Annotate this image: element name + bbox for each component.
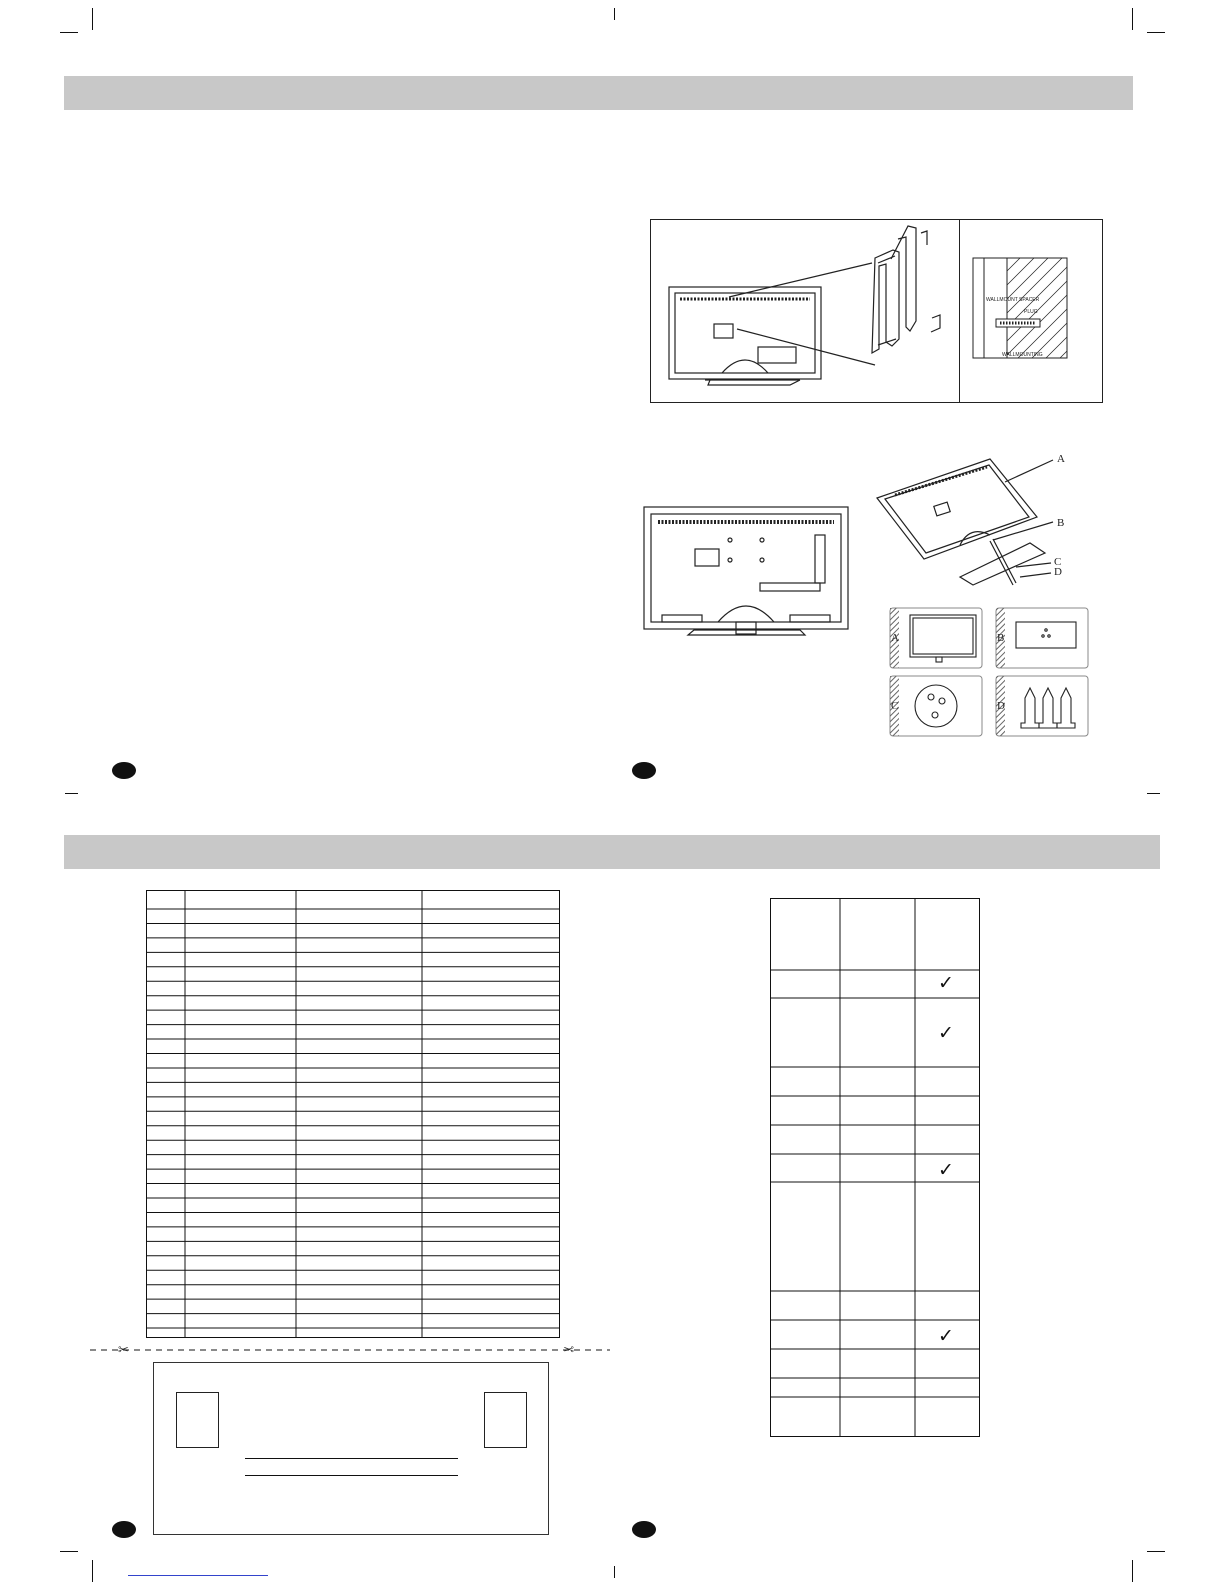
tv-back-with-stand-drawing [640,505,850,645]
cut-line [90,1340,610,1360]
callout-b: B [1057,517,1065,529]
tile-label-a: A [891,632,899,644]
scissors-icon-right: ✂ [563,1343,574,1358]
stand-exploded-view-drawing [865,455,1095,603]
section-header-bar-bottom [64,835,1160,869]
tv-back-wall-mount-drawing [650,219,1103,403]
check-mark: ✓ [938,1159,954,1181]
tile-label-b: B [997,632,1005,644]
stamp-box-left [176,1392,219,1448]
check-mark: ✓ [938,972,954,994]
tile-label-d: D [997,700,1005,712]
page-marker-top-right [632,762,656,779]
tile-label-c: C [891,700,899,712]
service-record-table [146,890,560,1338]
detail-label-plug: PLUG [1024,309,1038,315]
page-marker-bottom-right [632,1521,656,1538]
callout-a: A [1057,453,1065,465]
callout-c: C [1054,556,1062,568]
footer-link-underline [128,1575,268,1576]
detail-label-spacer: WALLMOUNT SPACER [986,297,1040,303]
page-marker-top-left [112,762,136,779]
signature-line-2 [245,1475,458,1476]
check-mark: ✓ [938,1325,954,1347]
signature-line-1 [245,1458,458,1459]
scissors-icon: ✂ [118,1343,129,1358]
page-marker-bottom-left [112,1521,136,1538]
check-mark: ✓ [938,1022,954,1044]
warranty-card [153,1362,549,1535]
part-tiles [890,608,1090,738]
callout-d: D [1054,566,1062,578]
section-header-bar-top [64,76,1133,110]
stamp-box-right [484,1392,527,1448]
detail-label-wallmounting: WALLMOUNTING [1002,352,1043,358]
